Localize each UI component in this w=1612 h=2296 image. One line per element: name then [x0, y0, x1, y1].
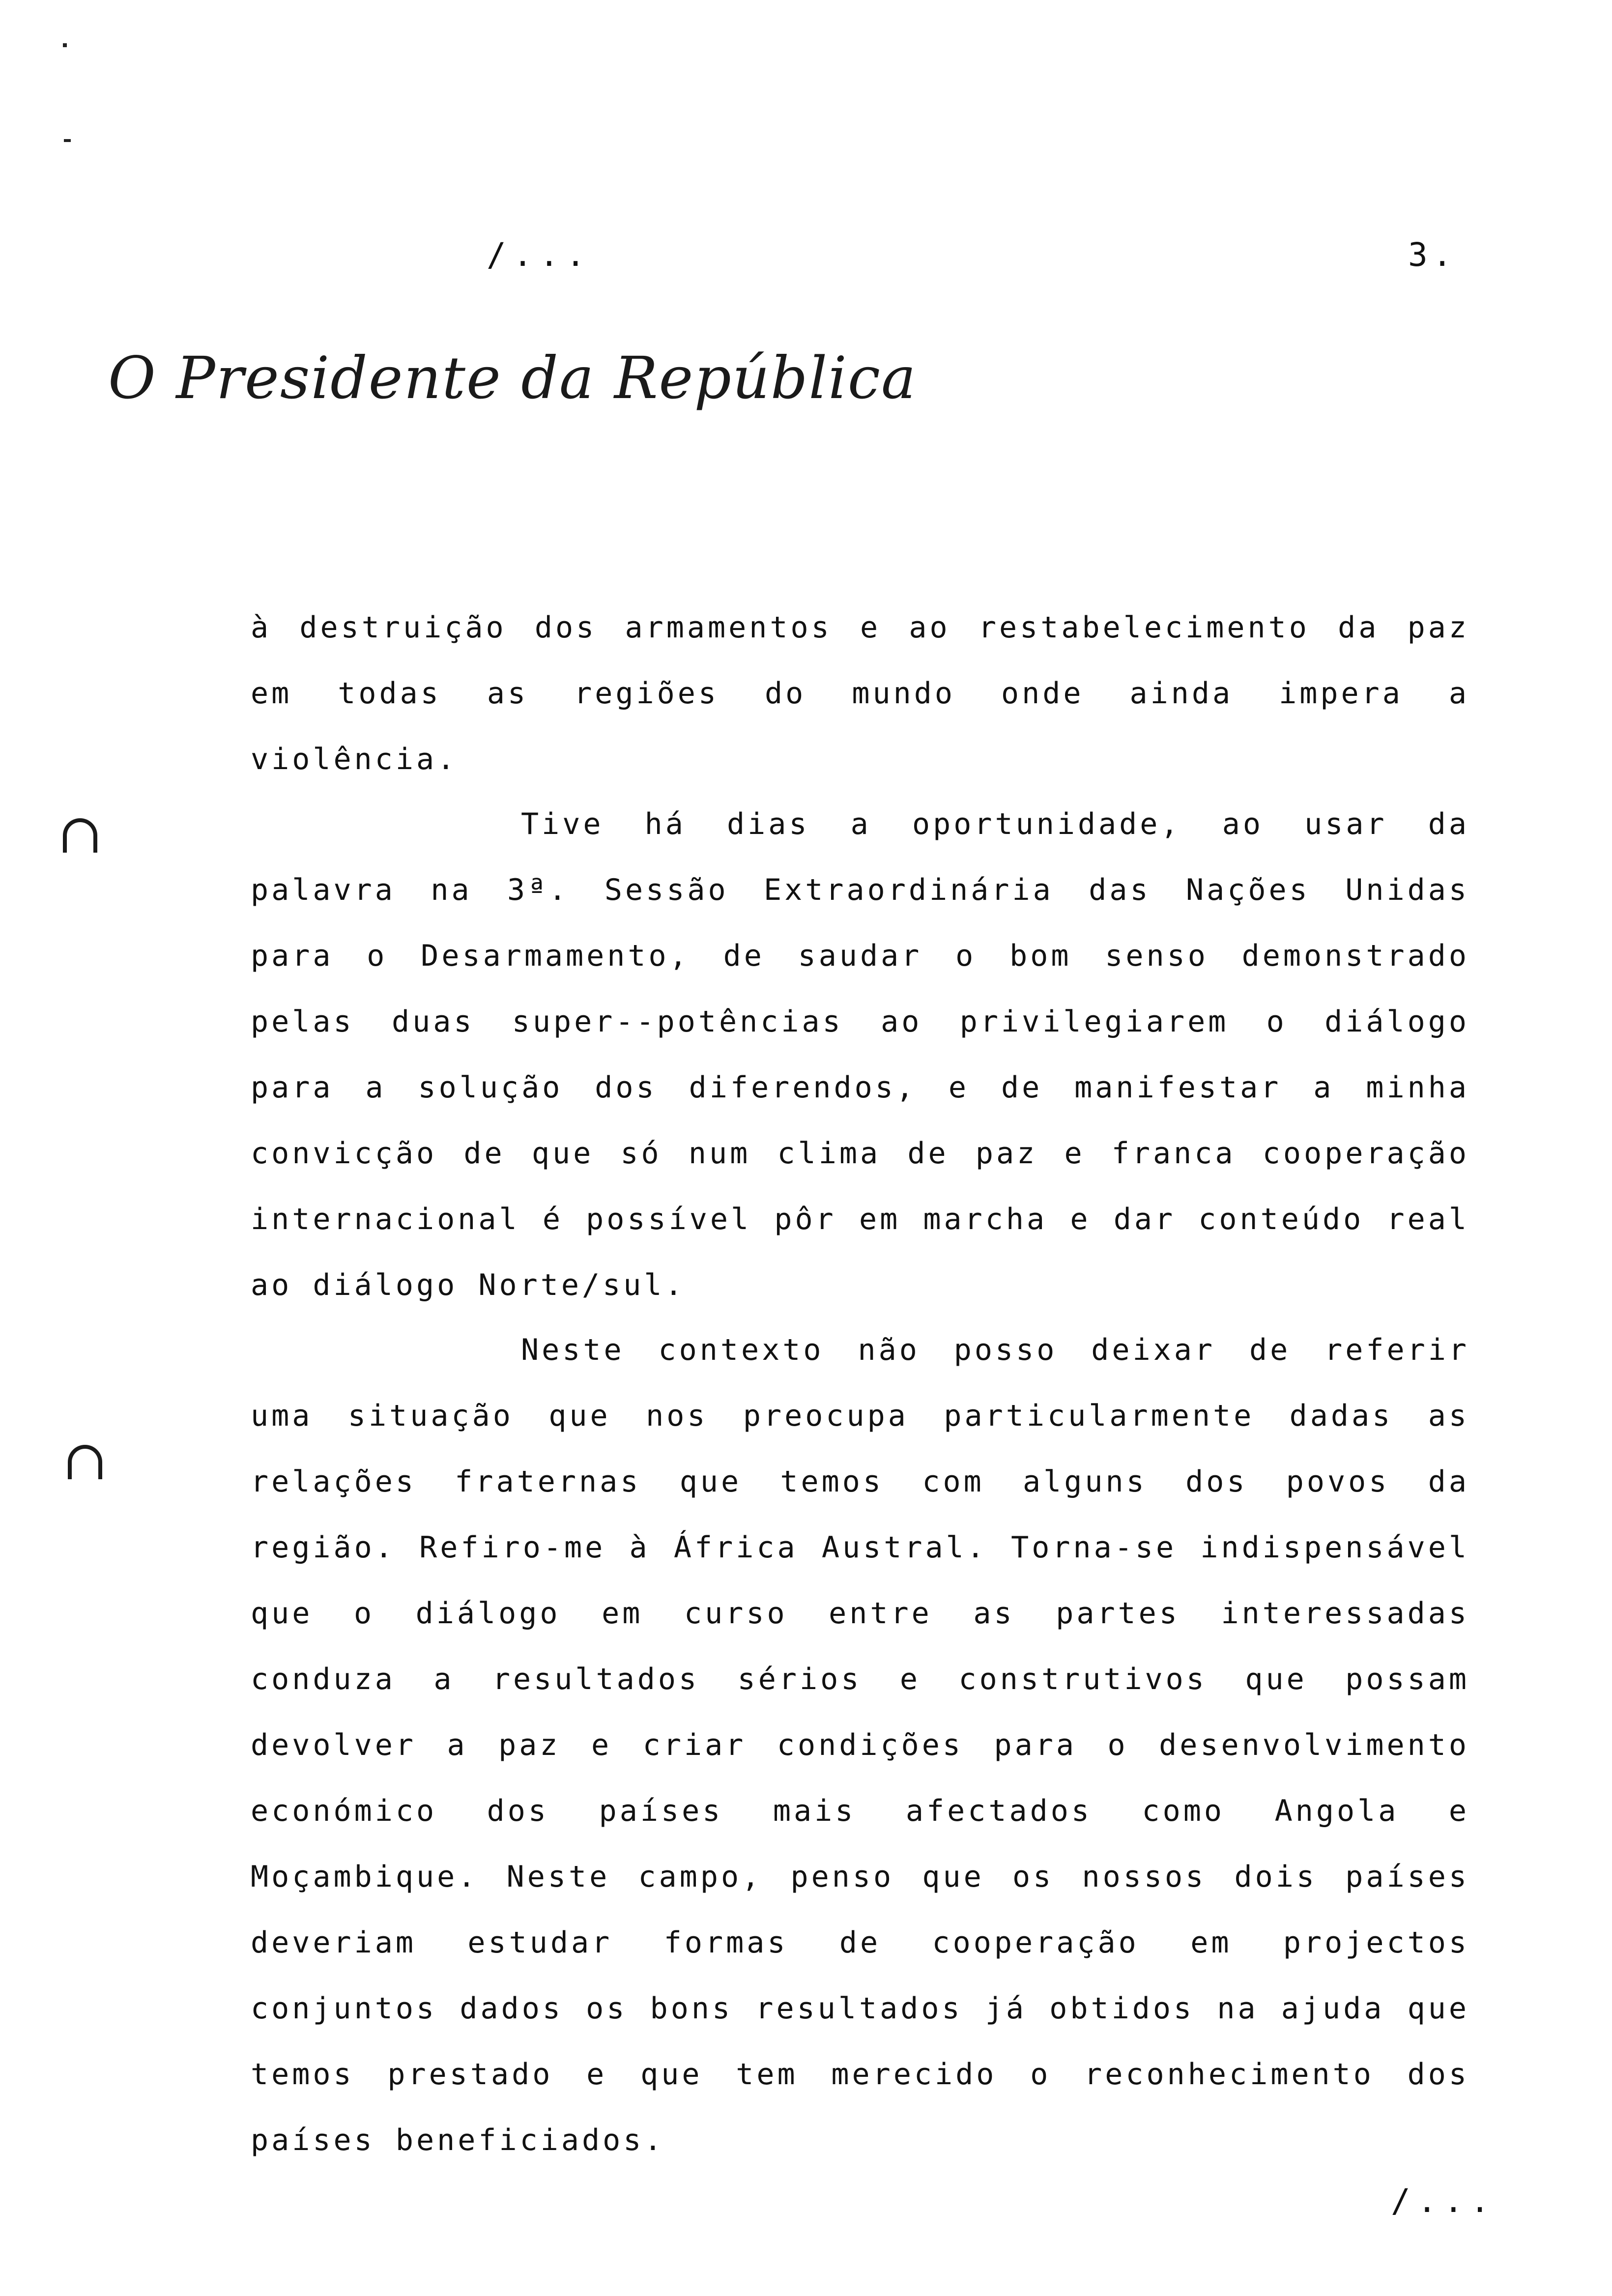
paragraph-1: [251, 595, 1469, 792]
paragraph-3: [251, 1317, 1469, 2173]
paragraph-text: Neste contexto não posso deixar de referir uma situação que nos preocupa particularmente dadas as relações fraternas que temos com alguns dos povos da região. Refiro-me à África Austral. Torna-se indispensável que o diálogo em curso entre as partes interessadas conduza a resultados sérios e construtivos que possam devolver a paz e criar condições para o desenvolvimento económico dos países mais afectados como Angola e Moçambique. Neste campo, penso que os nossos dois países deveriam estudar formas de cooperação em projectos conjuntos dados os bons resultados já obtidos na ajuda que temos prestado e que tem merecido o reconhecimento dos países beneficiados.: [251, 1333, 1469, 2157]
punch-hole-mark: [68, 1445, 102, 1479]
footer-continuation: /...: [1391, 2182, 1497, 2220]
scan-mark-top: [63, 43, 67, 47]
punch-hole-mark: [63, 818, 97, 853]
header-continuation: /...: [487, 236, 592, 274]
paragraph-text: Tive há dias a oportunidade, ao usar da palavra na 3ª. Sessão Extraordinária das Nações Unidas para o Desarmamento, de saudar o bom senso demonstrado pelas duas super--potências ao privilegiarem o diálogo para a solução dos diferendos, e de manifestar a minha convicção de que só num clima de paz e franca cooperação internacional é possível pôr em marcha e dar conteúdo real ao diálogo Norte/sul.: [251, 807, 1469, 1302]
paragraph-2: [251, 791, 1469, 1318]
page-number: 3.: [1408, 236, 1457, 274]
letterhead: O Presidente da República: [108, 344, 917, 412]
scan-mark-dash: [64, 139, 71, 142]
paragraph-text: à destruição dos armamentos e ao restabelecimento da paz em todas as regiões do mundo onde ainda impera a violência.: [251, 610, 1469, 776]
